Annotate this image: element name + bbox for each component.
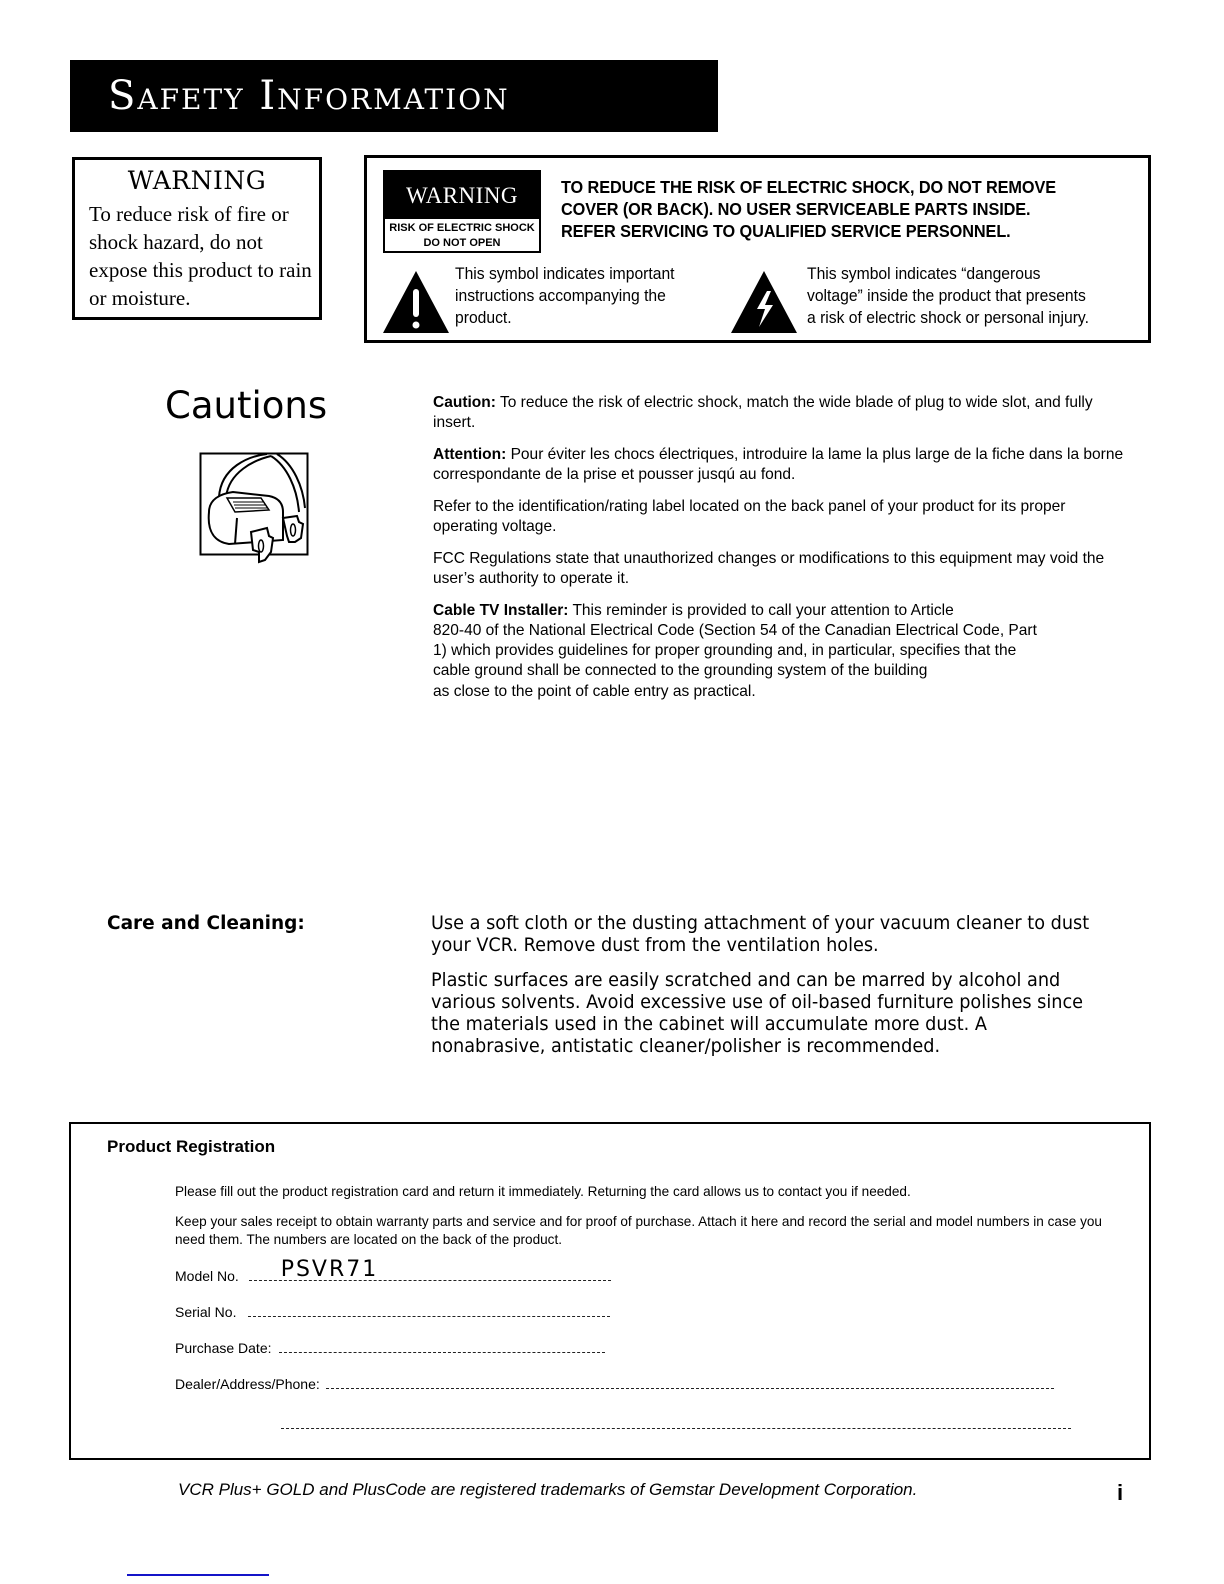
warning-title: WARNING <box>127 166 267 195</box>
cautions-body <box>433 393 1153 714</box>
model-number-field[interactable] <box>175 1257 611 1285</box>
shock-warning-text <box>561 176 1100 242</box>
plate-title: WARNING <box>385 172 539 219</box>
plate-line-1: RISK OF ELECTRIC SHOCK <box>389 222 535 234</box>
warning-label-plate <box>383 170 541 253</box>
care-paragraph: Plastic surfaces are easily scratched and can be marred by alcohol and various solvents. Avoid excessive use of oil-based furniture polishes since the materials used in the cabinet will accumulate more dust. A nonabrasive, antistatic cleaner/polisher is recommended. <box>431 969 1084 1057</box>
model-number-value: PSVR71 <box>280 1257 379 1282</box>
symbol-text-voltage: This symbol indicates “dangerous voltage” inside the product that presents a risk of electric shock or personal injury. <box>807 265 1089 327</box>
rating-label-paragraph: Refer to the identification/rating label located on the back panel of your product for its proper operating voltage. <box>433 498 1066 535</box>
receipt-instructions: Keep your sales receipt to obtain warranty parts and service and for proof of purchase. Attach it here and record the serial and model numbers in case you need them. The numbers are located on the back of the product. <box>175 1213 1102 1247</box>
product-registration-box <box>69 1122 1151 1460</box>
model-number-label: Model No. <box>175 1268 239 1284</box>
fire-warning-box <box>72 157 322 320</box>
exclamation-triangle-icon <box>381 269 451 335</box>
dealer-field[interactable] <box>175 1374 1054 1393</box>
page-number: i <box>1117 1480 1124 1505</box>
warning-text: To reduce risk of fire or shock hazard, do not expose this product to rain or moisture. <box>89 202 312 310</box>
shock-warning-box <box>364 155 1151 343</box>
registration-heading: Product Registration <box>107 1137 276 1156</box>
shock-line: REFER SERVICING TO QUALIFIED SERVICE PERSONNEL. <box>561 221 1011 241</box>
link-underline <box>127 1574 269 1576</box>
attention-paragraph: Attention: Pour éviter les chocs électriques, introduire la lame la plus large de la fiche dans la borne correspondante de la prise et pousser jusqú au fond. <box>433 446 1124 483</box>
purchase-date-label: Purchase Date: <box>175 1340 272 1356</box>
purchase-date-line[interactable] <box>279 1338 605 1353</box>
care-cleaning-heading: Care and Cleaning: <box>107 913 305 934</box>
plate-caption <box>385 221 539 251</box>
trademark-note: VCR Plus+ GOLD and PlusCode are registered trademarks of Gemstar Development Corporation. <box>178 1480 918 1499</box>
model-number-line[interactable] <box>249 1257 611 1282</box>
fcc-paragraph: FCC Regulations state that unauthorized changes or modifications to this equipment may void the user’s authority to operate it. <box>433 550 1105 587</box>
dealer-line[interactable] <box>326 1374 1054 1389</box>
page-title: Safety Information <box>108 73 510 119</box>
dealer-label: Dealer/Address/Phone: <box>175 1376 320 1392</box>
care-paragraph: Use a soft cloth or the dusting attachment of your vacuum cleaner to dust your VCR. Remove dust from the ventilation holes. <box>431 912 1090 956</box>
shock-line: TO REDUCE THE RISK OF ELECTRIC SHOCK, DO NOT REMOVE <box>561 177 1056 197</box>
serial-number-label: Serial No. <box>175 1304 237 1320</box>
dealer-line-2[interactable] <box>281 1414 1071 1429</box>
serial-number-line[interactable] <box>248 1302 610 1317</box>
cable-installer-paragraph: Cable TV Installer: This reminder is provided to call your attention to Article 820-40 of the National Electrical Code (Section 54 of the Canadian Electrical Code, Part 1) which provides guidelines for proper grounding and, in particular, specifies that the cable ground shall be connected to the grounding system of the building as close to the point of cable entry as practical. <box>433 602 1037 700</box>
serial-number-field[interactable] <box>175 1302 610 1321</box>
shock-line: COVER (OR BACK). NO USER SERVICEABLE PARTS INSIDE. <box>561 199 1031 219</box>
lightning-triangle-icon <box>729 269 799 335</box>
symbol-text-important: This symbol indicates important instructions accompanying the product. <box>455 265 675 327</box>
polarized-plug-icon <box>199 452 309 568</box>
plate-line-2: DO NOT OPEN <box>423 237 501 249</box>
registration-instructions: Please fill out the product registration card and return it immediately. Returning the card allows us to contact you if needed. <box>175 1183 911 1199</box>
cautions-heading: Cautions <box>165 384 328 427</box>
section-banner <box>70 60 718 132</box>
purchase-date-field[interactable] <box>175 1338 605 1357</box>
caution-paragraph: Caution: To reduce the risk of electric shock, match the wide blade of plug to wide slot, and fully insert. <box>433 394 1093 431</box>
care-cleaning-body <box>431 912 1151 1070</box>
